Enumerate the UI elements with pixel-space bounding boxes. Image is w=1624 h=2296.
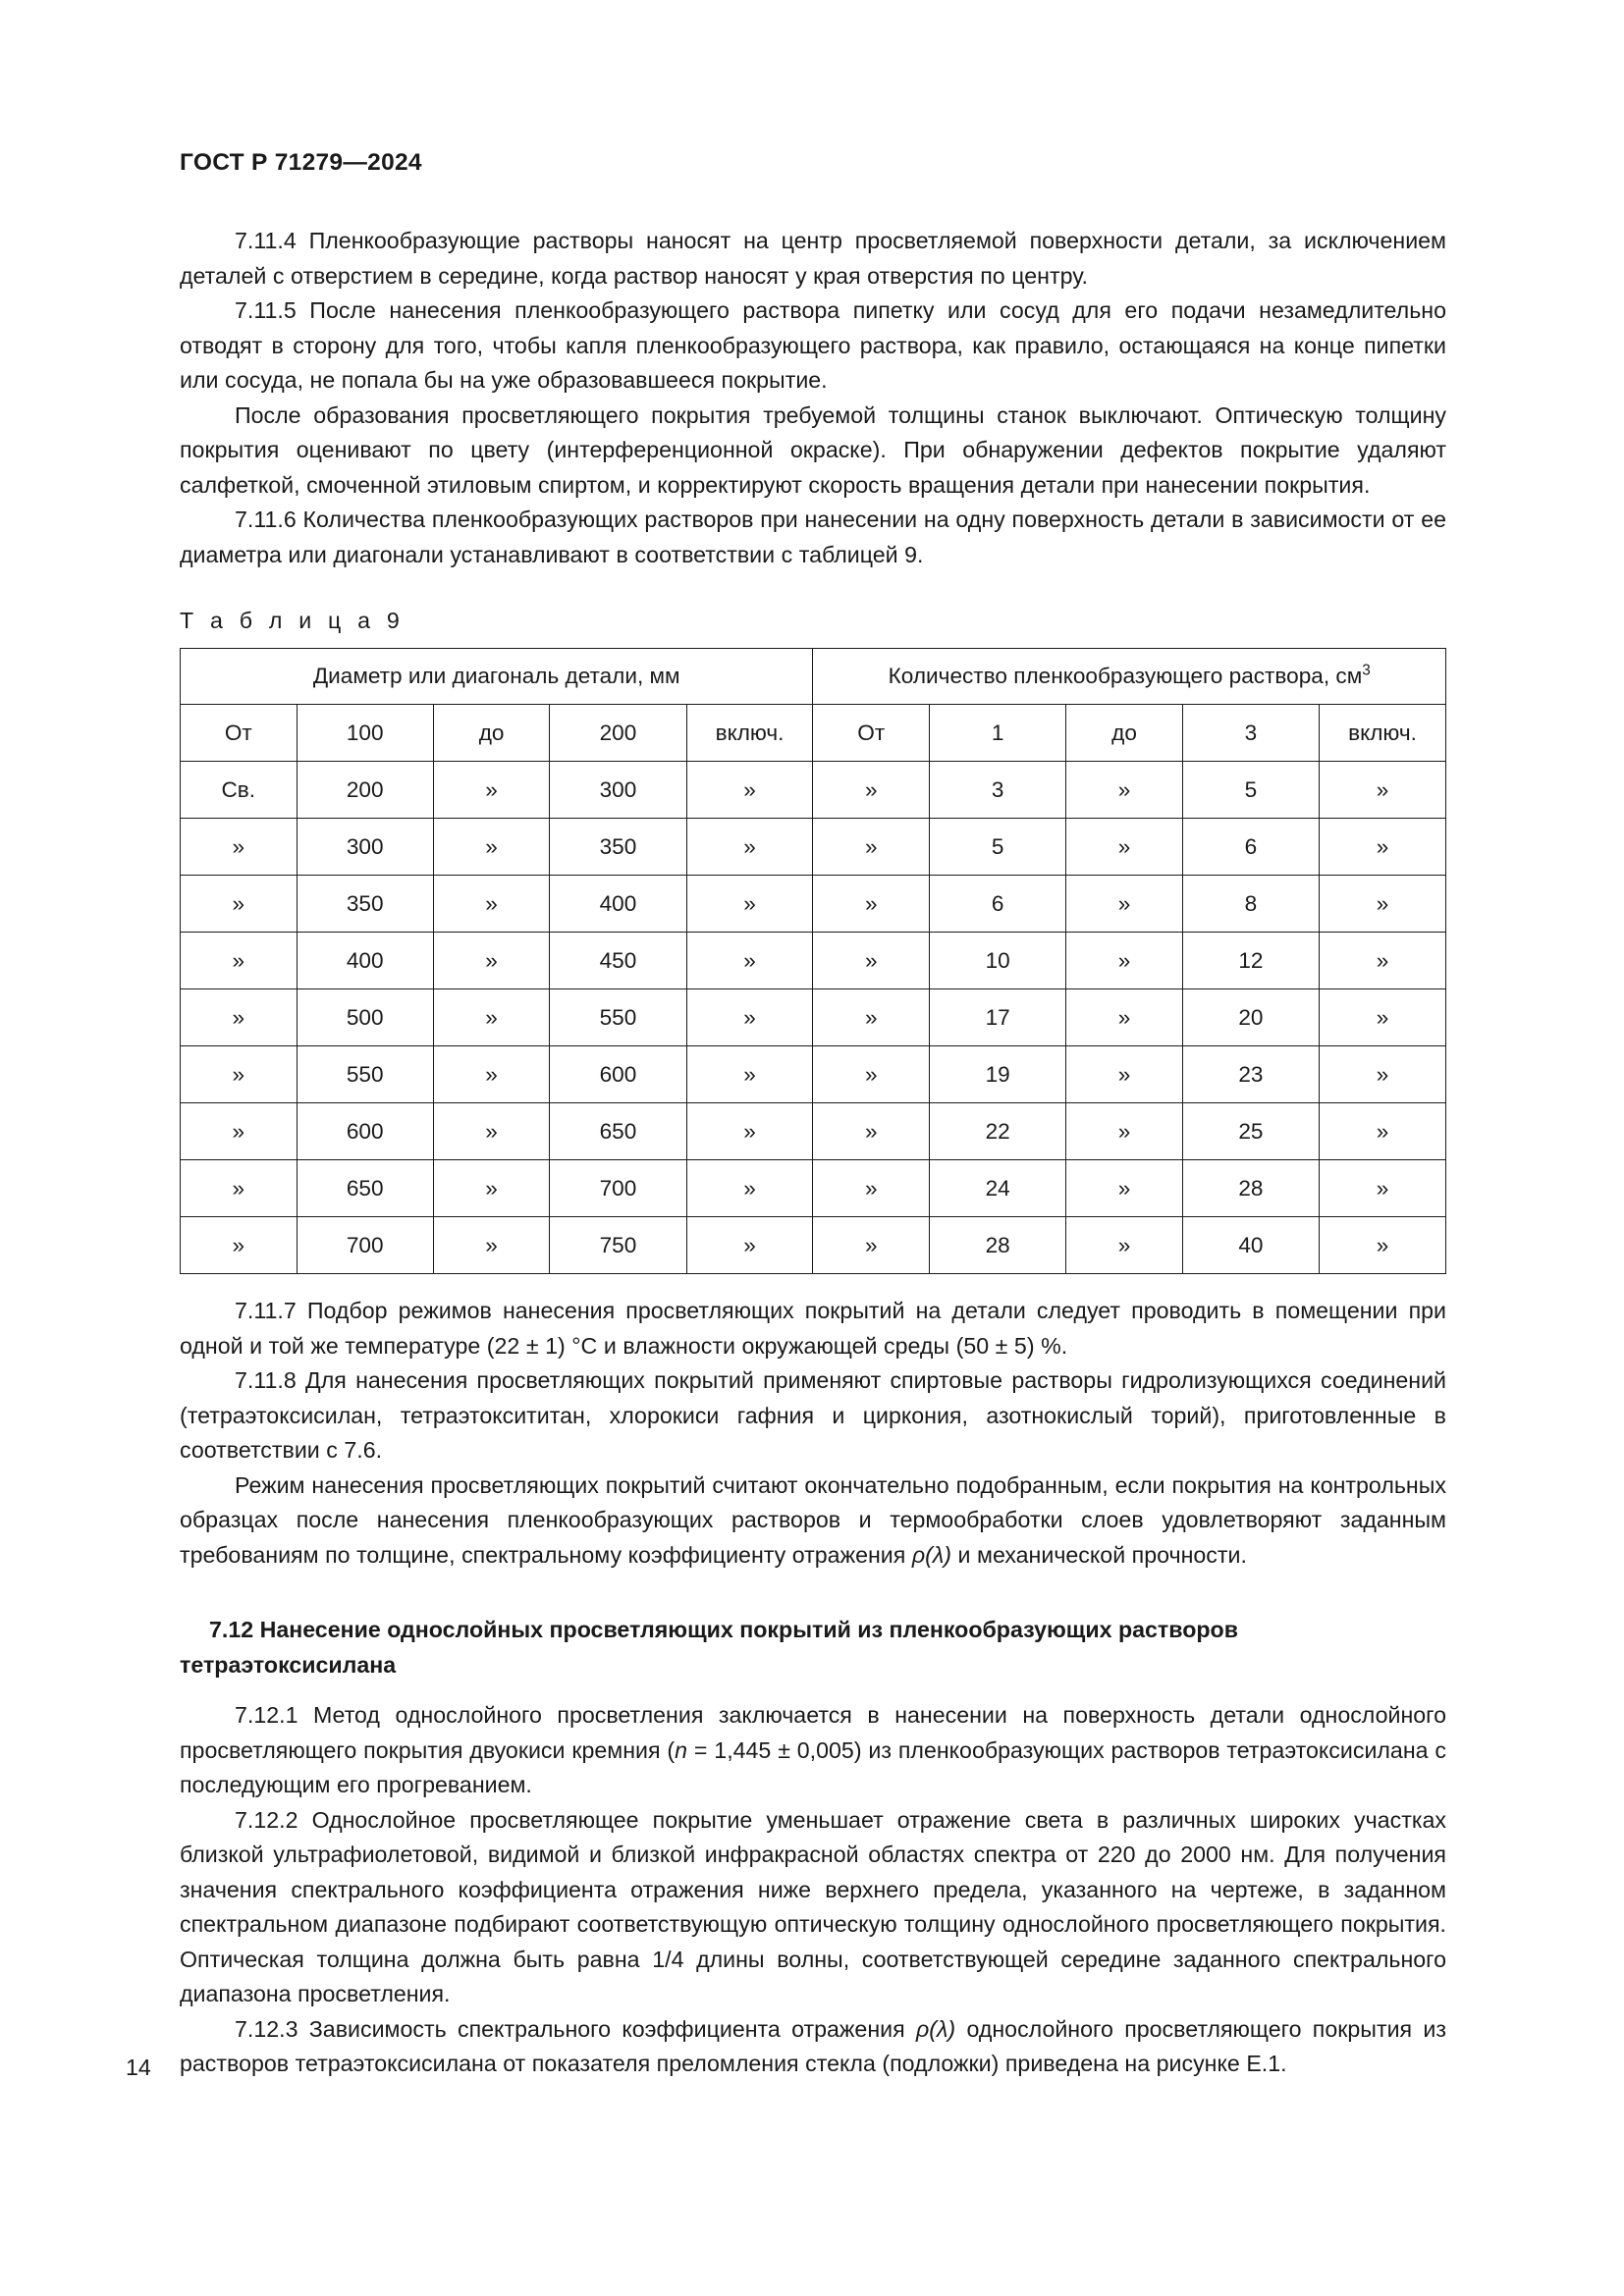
cell-diameter-to: » — [433, 1160, 550, 1217]
cell-quantity-from: » — [813, 762, 930, 819]
paragraph-7-11-4: 7.11.4 Пленкообразующие растворы наносят на центр просветляемой поверхности детали, за исключением деталей с отверстием в середине, когда раствор наносят у края отверстия по центру. — [180, 228, 1446, 289]
cell-diameter-to: » — [433, 933, 550, 989]
cell-quantity-from: » — [813, 1046, 930, 1103]
cell-diameter-inclusive: » — [686, 762, 813, 819]
cell-diameter-value2: 300 — [550, 762, 686, 819]
cell-diameter-value1: 600 — [297, 1103, 433, 1160]
p7123-text-part2: однослойного просветляющего покрытия из растворов тетраэтоксисилана от показателя преломления стекла (подложки) приведена на рисунке Е.1. — [180, 2015, 1447, 2076]
cell-diameter-to: » — [433, 819, 550, 876]
cell-quantity-from: » — [813, 1160, 930, 1217]
cell-quantity-value1: 17 — [930, 989, 1066, 1046]
cell-diameter-value2: 400 — [550, 876, 686, 933]
cell-quantity-value1: 6 — [930, 876, 1066, 933]
table-row — [181, 876, 1446, 933]
cell-diameter-value1: 650 — [297, 1160, 433, 1217]
cell-diameter-value2: 600 — [550, 1046, 686, 1103]
cell-diameter-from: » — [181, 1046, 298, 1103]
cell-quantity-inclusive: » — [1320, 989, 1446, 1046]
cell-quantity-from: » — [813, 1103, 930, 1160]
cell-quantity-value2: 25 — [1182, 1103, 1319, 1160]
cell-quantity-from: От — [813, 705, 930, 762]
heading-7-12: 7.12 Нанесение однослойных просветляющих покрытий из пленкообразующих растворов тетраэтоксисилана — [180, 1617, 1238, 1678]
cell-quantity-value1: 22 — [930, 1103, 1066, 1160]
paragraph-7-11-8: 7.11.8 Для нанесения просветляющих покрытий применяют спиртовые растворы гидролизующихся соединений (тетраэтоксисилан, тетраэтоксититан, хлорокиси гафния и циркония, азотнокислый торий), приготовленные в соответствии с 7.6. — [180, 1367, 1446, 1463]
paragraph-rezhim-naneseniya — [180, 1468, 1446, 1574]
cell-quantity-inclusive: » — [1320, 876, 1446, 933]
p7123-text-part1: 7.12.3 Зависимость спектрального коэффициента отражения — [235, 2015, 916, 2042]
cell-quantity-to: » — [1066, 762, 1183, 819]
cell-quantity-inclusive: » — [1320, 1217, 1446, 1274]
cell-diameter-inclusive: » — [686, 1103, 813, 1160]
rezhim-text-part1: Режим нанесения просветляющих покрытий считают окончательно подобранным, если покрытия на контрольных образцах после нанесения пленкообразующих растворов и термообработки слоев удовлетворяют заданным требованиям по толщине, спектральному коэффициенту отражения — [180, 1471, 1446, 1568]
cell-diameter-to: » — [433, 876, 550, 933]
cell-quantity-value1: 19 — [930, 1046, 1066, 1103]
paragraph-7-12-2: 7.12.2 Однослойное просветляющее покрытие уменьшает отражение света в различных широких участках близкой ультрафиолетовой, видимой и близкой инфракрасной областях спектра от 220 до 2000 нм. Для получения значения спектрального коэффициента отражения ниже верхнего предела, указанного на чертеже, в заданном спектральном диапазоне подбирают соответствующую оптическую толщину однослойного просветляющего покрытия. Оптическая толщина должна быть равна 1/4 длины волны, соответствующей середине заданного спектрального диапазона просветления. — [180, 1806, 1446, 2006]
table-header-quantity — [813, 649, 1446, 705]
cell-diameter-from: От — [181, 705, 298, 762]
cell-quantity-value1: 24 — [930, 1160, 1066, 1217]
paragraph-7-12-1 — [180, 1698, 1446, 1803]
cell-quantity-from: » — [813, 1217, 930, 1274]
cell-quantity-from: » — [813, 819, 930, 876]
cell-diameter-inclusive: включ. — [686, 705, 813, 762]
cell-diameter-from: » — [181, 1217, 298, 1274]
cell-diameter-value1: 400 — [297, 933, 433, 989]
cell-diameter-inclusive: » — [686, 819, 813, 876]
cell-quantity-inclusive: » — [1320, 933, 1446, 989]
cell-diameter-from: » — [181, 1160, 298, 1217]
cell-diameter-value1: 350 — [297, 876, 433, 933]
cell-quantity-value2: 6 — [1182, 819, 1319, 876]
cell-diameter-value1: 500 — [297, 989, 433, 1046]
cell-diameter-value2: 550 — [550, 989, 686, 1046]
cell-diameter-inclusive: » — [686, 1160, 813, 1217]
cell-quantity-inclusive: включ. — [1320, 705, 1446, 762]
cell-diameter-value1: 300 — [297, 819, 433, 876]
table-row — [181, 705, 1446, 762]
cell-quantity-inclusive: » — [1320, 1103, 1446, 1160]
cell-diameter-from: » — [181, 989, 298, 1046]
cell-quantity-value2: 20 — [1182, 989, 1319, 1046]
cell-diameter-from: » — [181, 876, 298, 933]
cell-quantity-value1: 10 — [930, 933, 1066, 989]
refractive-index-symbol: n — [675, 1736, 688, 1763]
cell-diameter-value1: 100 — [297, 705, 433, 762]
table-header-diameter: Диаметр или диагональ детали, мм — [181, 649, 813, 705]
paragraph-7-11-6: 7.11.6 Количества пленкообразующих растворов при нанесении на одну поверхность детали в зависимости от ее диаметра или диагонали устанавливают в соответствии с таблицей 9. — [180, 507, 1446, 567]
cell-diameter-value1: 200 — [297, 762, 433, 819]
cell-diameter-value1: 550 — [297, 1046, 433, 1103]
cell-quantity-from: » — [813, 989, 930, 1046]
cell-quantity-to: до — [1066, 705, 1183, 762]
cell-quantity-value2: 23 — [1182, 1046, 1319, 1103]
cell-diameter-value2: 350 — [550, 819, 686, 876]
cell-diameter-value2: 200 — [550, 705, 686, 762]
table-9 — [180, 648, 1446, 1274]
cell-diameter-value2: 700 — [550, 1160, 686, 1217]
cell-diameter-from: » — [181, 933, 298, 989]
cell-quantity-inclusive: » — [1320, 762, 1446, 819]
cell-quantity-from: » — [813, 876, 930, 933]
rho-lambda-symbol: ρ(λ) — [911, 1541, 951, 1568]
table-row — [181, 1046, 1446, 1103]
cell-quantity-to: » — [1066, 933, 1183, 989]
cell-quantity-to: » — [1066, 876, 1183, 933]
cell-quantity-to: » — [1066, 1103, 1183, 1160]
cell-quantity-to: » — [1066, 989, 1183, 1046]
rho-lambda-symbol-2: ρ(λ) — [915, 2015, 956, 2042]
cell-diameter-inclusive: » — [686, 1217, 813, 1274]
cell-quantity-value2: 8 — [1182, 876, 1319, 933]
cell-quantity-inclusive: » — [1320, 819, 1446, 876]
paragraph-7-11-5: 7.11.5 После нанесения пленкообразующего раствора пипетку или сосуд для его подачи незамедлительно отводят в сторону для того, чтобы капля пленкообразующего раствора, как правило, остающаяся на конце пипетки или сосуда, не попала бы на уже образовавшееся покрытие. — [180, 297, 1446, 393]
cell-quantity-from: » — [813, 933, 930, 989]
cell-diameter-inclusive: » — [686, 989, 813, 1046]
table-row — [181, 819, 1446, 876]
table-header-quantity-superscript: 3 — [1362, 662, 1371, 679]
table-row — [181, 933, 1446, 989]
table-row — [181, 1217, 1446, 1274]
cell-quantity-value1: 28 — [930, 1217, 1066, 1274]
table-caption: Т а б л и ц а 9 — [180, 608, 405, 633]
cell-quantity-value2: 5 — [1182, 762, 1319, 819]
table-header-quantity-text: Количество пленкообразующего раствора, см — [888, 664, 1363, 688]
table-row — [181, 762, 1446, 819]
cell-quantity-to: » — [1066, 1217, 1183, 1274]
cell-diameter-to: » — [433, 1217, 550, 1274]
cell-quantity-value1: 1 — [930, 705, 1066, 762]
table-row — [181, 1160, 1446, 1217]
cell-quantity-inclusive: » — [1320, 1160, 1446, 1217]
p7121-text-part2: = 1,445 ± 0,005) из пленкообразующих растворов тетраэтоксисилана с последующим его прогреванием. — [180, 1736, 1446, 1797]
cell-quantity-value2: 3 — [1182, 705, 1319, 762]
cell-diameter-value1: 700 — [297, 1217, 433, 1274]
table-header-row — [181, 649, 1446, 705]
cell-quantity-value1: 3 — [930, 762, 1066, 819]
cell-quantity-value2: 28 — [1182, 1160, 1319, 1217]
cell-diameter-value2: 650 — [550, 1103, 686, 1160]
table-row — [181, 1103, 1446, 1160]
cell-quantity-to: » — [1066, 819, 1183, 876]
cell-diameter-inclusive: » — [686, 1046, 813, 1103]
paragraph-7-11-7: 7.11.7 Подбор режимов нанесения просветляющих покрытий на детали следует проводить в помещении при одной и той же температуре (22 ± 1) °C и влажности окружающей среды (50 ± 5) %. — [180, 1298, 1446, 1359]
cell-diameter-to: » — [433, 762, 550, 819]
paragraph-7-12-3 — [180, 2012, 1446, 2082]
cell-diameter-value2: 450 — [550, 933, 686, 989]
document-body — [180, 224, 1446, 2082]
cell-diameter-value2: 750 — [550, 1217, 686, 1274]
cell-quantity-to: » — [1066, 1160, 1183, 1217]
table-row — [181, 989, 1446, 1046]
cell-diameter-inclusive: » — [686, 876, 813, 933]
cell-quantity-value2: 12 — [1182, 933, 1319, 989]
page-header-standard-number: ГОСТ Р 71279—2024 — [180, 149, 422, 176]
cell-diameter-from: » — [181, 819, 298, 876]
cell-diameter-from: Св. — [181, 762, 298, 819]
cell-quantity-inclusive: » — [1320, 1046, 1446, 1103]
cell-diameter-to: » — [433, 1046, 550, 1103]
page-number: 14 — [126, 2055, 151, 2080]
cell-diameter-to: » — [433, 989, 550, 1046]
cell-quantity-value1: 5 — [930, 819, 1066, 876]
cell-quantity-value2: 40 — [1182, 1217, 1319, 1274]
p7121-text-part1: 7.12.1 Метод однослойного просветления заключается в нанесении на поверхность детали однослойного просветляющего покрытия двуокиси кремния ( — [180, 1702, 1446, 1763]
cell-diameter-to: » — [433, 1103, 550, 1160]
paragraph-posle-obrazovaniya: После образования просветляющего покрытия требуемой толщины станок выключают. Оптическую толщину покрытия оценивают по цвету (интерференционной окраске). При обнаружении дефектов покрытие удаляют салфеткой, смоченной этиловым спиртом, и корректируют скорость вращения детали при нанесении покрытия. — [180, 401, 1446, 498]
cell-diameter-from: » — [181, 1103, 298, 1160]
rezhim-text-part2: и механической прочности. — [950, 1541, 1247, 1568]
cell-quantity-to: » — [1066, 1046, 1183, 1103]
cell-diameter-to: до — [433, 705, 550, 762]
cell-diameter-inclusive: » — [686, 933, 813, 989]
